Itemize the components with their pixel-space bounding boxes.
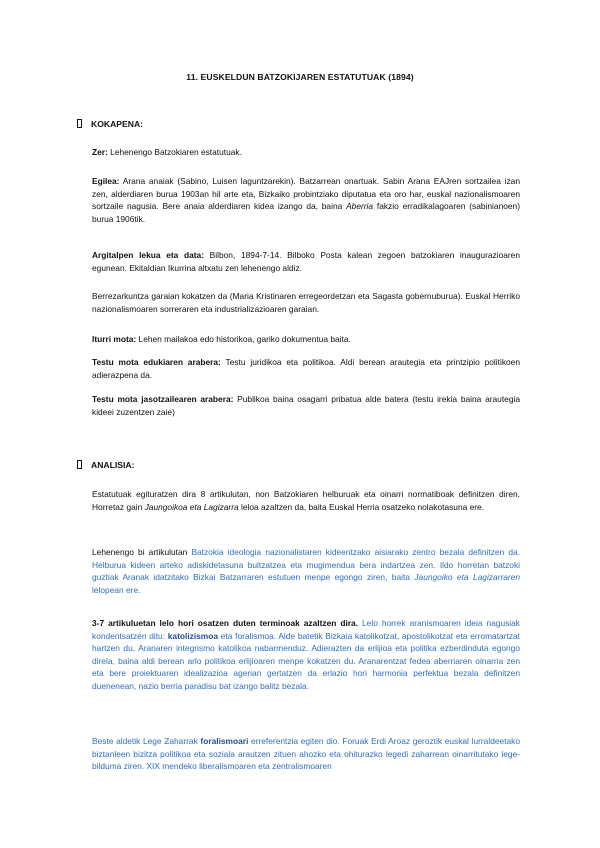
paragraph-text: Lehenengo bi artikulutan bbox=[92, 547, 192, 557]
italic-term: Aberria bbox=[346, 201, 374, 212]
field-label: Testu mota jasotzailearen arabera: bbox=[92, 394, 234, 404]
highlighted-text: erreferentzia egiten dio. Foruak Erdi Aroaz geroztik euskal lurraldeetako biztanleen bizitza politikoa eta soziala arautzen zituen ahozko eta ohiturazko legedi zaharrean oinarritutako lege-bilduma ziren. XIX mendeko liberalismoaren eta zentralismoaren bbox=[92, 736, 520, 772]
highlighted-text: Batzokia ideologia nazionalistaren kideentzako aisiarako zentro bezala definitzen da. Helburua kideen arteko adiskidetasuna bultzatzea eta mugimendua bera indartzea zen. Ildo horretan batzoki guztiak Aranak idatzitako Bizkai Batzarraren estutuen menpe egongo ziren, baita bbox=[92, 547, 521, 583]
section-heading-analisia bbox=[77, 460, 134, 470]
field-text: Lehen mailakoa edo historikoa, gariko dokumentua baita. bbox=[136, 334, 351, 344]
paragraph-testu-edukia bbox=[92, 356, 520, 381]
field-text: Lehenengo Batzokiaren estatutuak. bbox=[107, 147, 242, 157]
field-label: Testu mota edukiaren arabera: bbox=[92, 357, 221, 367]
section-heading-kokapena bbox=[77, 119, 143, 129]
field-text: Arana anaiak (Sabino, Luisen laguntzarekin). Batzarrean onartuak. Sabin Arana EAJren sortzailea izan zen, alderdiaren burua 1903an hil arte eta, Bizkaiko probintziako diputatua eta oro har, euskal nazionalismoaren sortzaile nagusia. Bere anaia alderdiaren kidea izango da, baina bbox=[92, 176, 520, 212]
paragraph-analisia-4 bbox=[92, 735, 520, 773]
checkbox-bullet-icon bbox=[77, 460, 82, 469]
paragraph-egilea bbox=[92, 175, 520, 225]
section-heading-label: KOKAPENA: bbox=[91, 119, 144, 129]
bold-sentence: 3-7 artikuluetan lelo hori osatzen duten terminoak azaltzen dira. bbox=[92, 618, 359, 628]
document-title: 11. EUSKELDUN BATZOKIJAREN ESTATUTUAK (1894) bbox=[186, 72, 414, 82]
highlighted-bold-term: katolizismoa bbox=[167, 630, 219, 641]
paragraph-text: leloa azaltzen da, baita Euskal Herria osatzeko nolakotasuna ere. bbox=[238, 501, 485, 512]
paragraph-analisia-2 bbox=[92, 546, 520, 596]
paragraph-zer bbox=[92, 146, 520, 159]
paragraph-argitalpen bbox=[92, 249, 520, 274]
highlighted-italic-term: Jaungoiko eta Lagizarraren bbox=[414, 572, 520, 583]
paragraph-analisia-3 bbox=[92, 617, 520, 693]
highlighted-text: Beste aldetik Lege Zaharrak bbox=[92, 736, 201, 746]
italic-term: Jaungoikoa eta Lagizarra bbox=[144, 501, 239, 512]
field-label: Iturri mota: bbox=[92, 334, 137, 344]
field-text: Testu juridikoa eta politikoa. Aldi berean arautegia eta printzipio politikoen adierazpena da. bbox=[92, 357, 520, 380]
field-text: Bilbon, 1894-7-14. Bilboko Posta kalean zegoen batzokiaren inaugurazioaren egunean. Ekitaldian Ikurrina altxatu zen lehenengo aldiz. bbox=[92, 250, 520, 273]
field-label: Argitalpen lekua eta data: bbox=[92, 250, 204, 260]
highlighted-text: eta foralismoa. Alde batetik Bizkaia katolikotzat, apostolikotzat eta erromatartzat hartzen du, Aranaren integrismo katolikoa nabarmenduz. Adierazten da erlijioa eta politika ezberdinduta egongo direla, baina aldi berean arlo politikoa erlijioaren menpe kokatzen du. Aranarentzat fedea aberriaren oinarria zen eta bere proiektuaren idealizazioa agerian gertatzen da erlazio hori harmonia perfektua bezala definitzen duenenean, nazio berria paradisu bat izango balitz bezala. bbox=[92, 630, 520, 691]
highlighted-bold-term: foralismoari bbox=[200, 736, 249, 746]
checkbox-bullet-icon bbox=[77, 119, 82, 128]
section-heading-label: ANALISIA: bbox=[91, 460, 135, 470]
field-text: fakzio erradikalagoaren (sabinianoen) burua 1906tik. bbox=[92, 201, 520, 224]
paragraph-iturri-mota bbox=[92, 333, 520, 346]
paragraph-analisia-1 bbox=[92, 488, 520, 513]
field-label: Zer: bbox=[92, 147, 108, 157]
field-label: Egilea: bbox=[92, 176, 120, 186]
paragraph-testu-jasotzailea bbox=[92, 393, 520, 418]
highlighted-text: Lelo horrek aranismoaren ideia nagusiak kondentsatzen ditu: bbox=[92, 618, 520, 641]
highlighted-text: lelopean ere. bbox=[92, 584, 141, 595]
paragraph-text: Estatutuak egituratzen dira 8 artikulutan, non Batzokiaren helburuak eta oinarri normatiboak definitzen diren. Horretaz gain bbox=[92, 489, 520, 512]
field-text: Publikoa baina osagarri pribatua alde batera (testu irekia baina arautegia kideei zuzentzen zaie) bbox=[92, 394, 520, 417]
paragraph-berrezarkuntza: Berrezarkuntza garaian kokatzen da (Maria Kristinaren erregeordetzan eta Sagasta gobernuburua). Euskal Herriko nazionalismoaren sorreraren eta industrializazioaren garaian. bbox=[92, 291, 520, 314]
